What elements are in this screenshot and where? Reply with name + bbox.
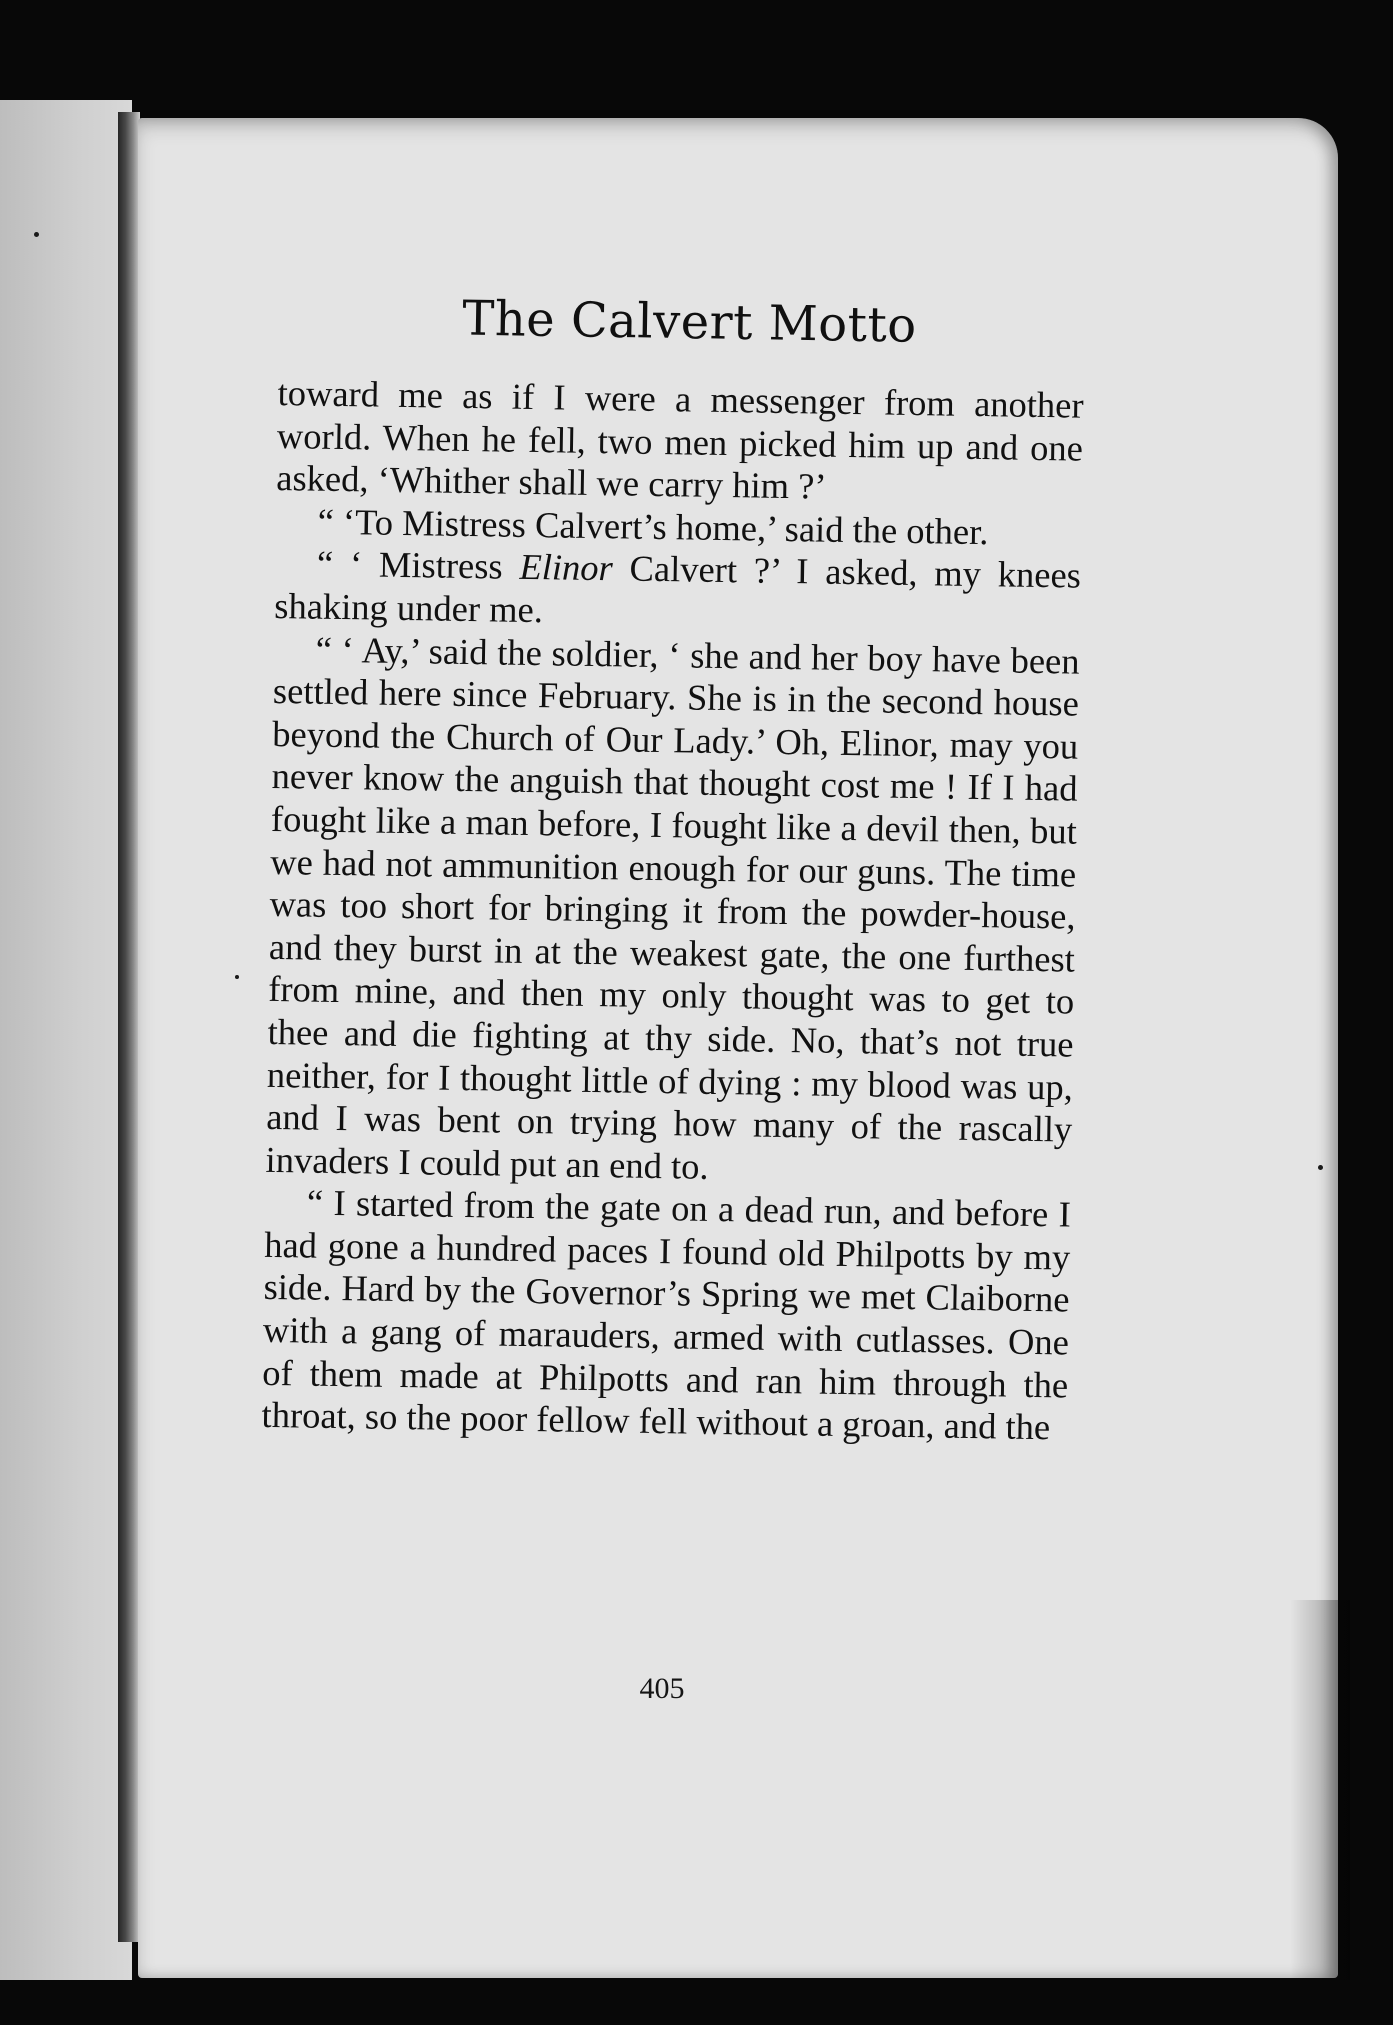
page-edge-shadow (1290, 1600, 1350, 1980)
italic-text: Elinor (519, 546, 614, 589)
text-run: “ I started from the gate on a dead run, and before I had gone a hundred paces I found old Philpotts by my side. Hard by the Governor’s Spring we met Claiborne with a gang of marauders, armed with cutlasses. One of them made at Philpotts and ran him through the throat, so the poor fellow fell without a groan, and the (261, 1181, 1072, 1448)
text-run: Calvert ?’ I asked, my knees shaking under me. (274, 547, 1082, 631)
paragraph (276, 372, 1084, 512)
dust-speck (235, 975, 239, 979)
dust-speck (1318, 1165, 1323, 1170)
paragraph (274, 542, 1081, 640)
text-run: “ ‘ Ay,’ said the soldier, ‘ she and her boy have been settled here since February. She is in the second house beyond the Church of Our Lady.’ Oh, Elinor, may you never know the anguish that thought cost me ! If I had fought like a man before, I fought like a devil then, but we had not ammunition enough for our guns. The time was too short for bringing it from the powder-house, and they burst in at the weakest gate, the one furthest from mine, and then my only thought was to get to thee and die fighting at thy side. No, that’s not true neither, for I thought little of dying : my blood was up, and I was bent on trying how many of the rascally invaders I could put an end to. (265, 628, 1080, 1187)
running-head: The Calvert Motto (461, 290, 918, 354)
paragraph (265, 628, 1080, 1194)
text-run: toward me as if I were a messenger from another world. When he fell, two men picked him up and one asked, ‘Whither shall we carry him ?’ (276, 372, 1084, 507)
left-page-edge (0, 100, 132, 1980)
text-run: “ ‘To Mistress Calvert’s home,’ said the other. (317, 500, 989, 552)
text-run: “ ‘ Mistress (316, 543, 520, 588)
book-gutter (118, 112, 140, 1942)
page-body-text (261, 372, 1084, 1449)
dust-speck (34, 232, 39, 237)
paragraph (261, 1181, 1071, 1449)
page-number: 405 (639, 1672, 685, 1705)
